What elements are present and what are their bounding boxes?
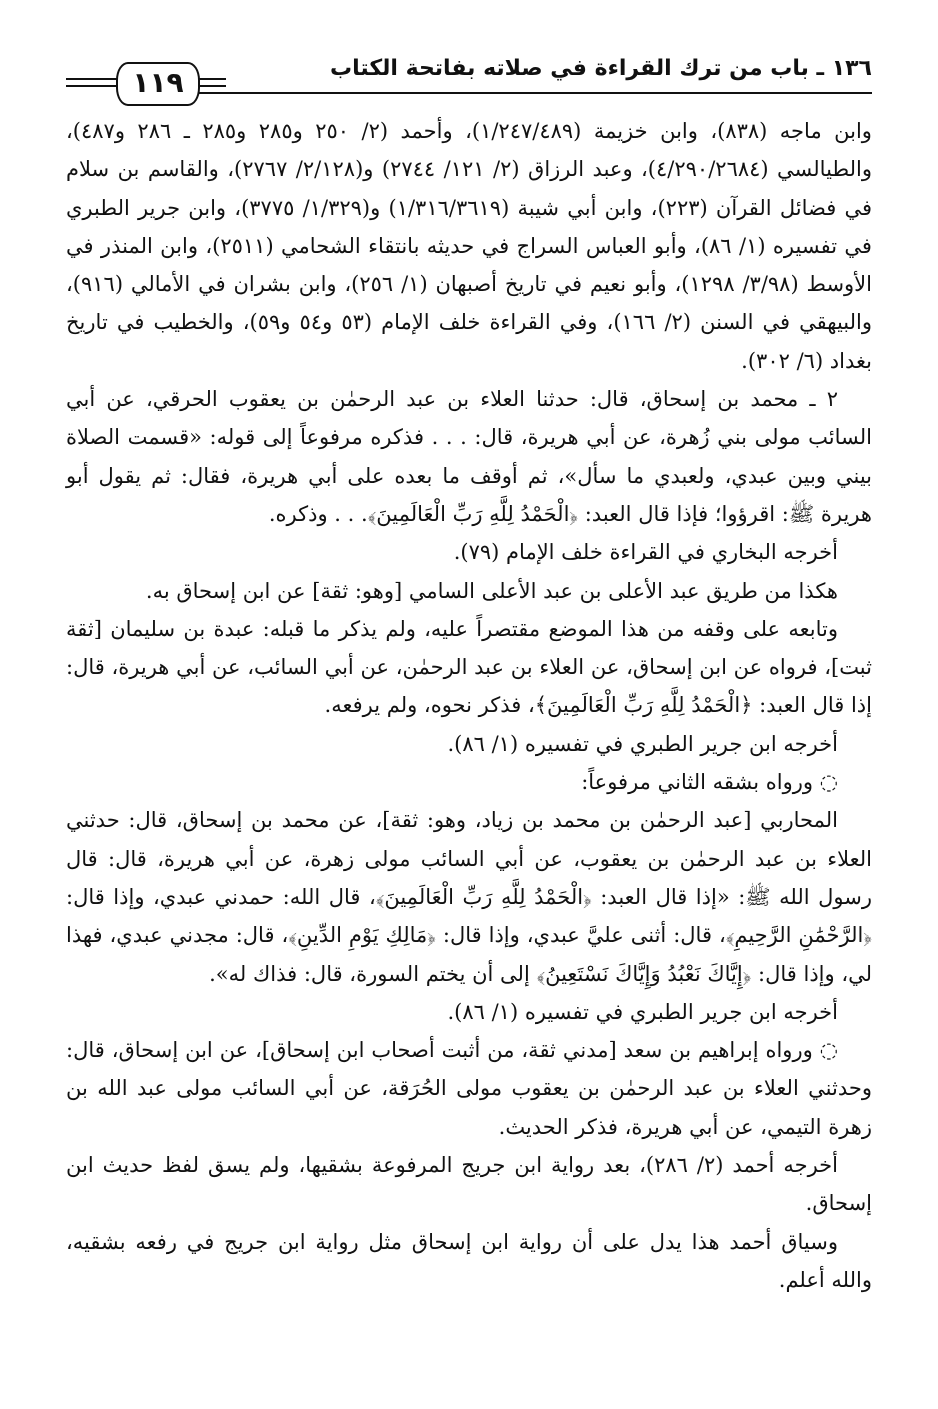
running-title: ١٣٦ ـ باب من ترك القراءة في صلاته بفاتحة الكتاب (330, 56, 872, 81)
paragraph-takhrij-tabari-2: أخرجه ابن جرير الطبري في تفسيره (١/ ٨٦). (447, 999, 838, 1024)
paragraph-hadith-2: ٢ ـ محمد بن إسحاق، قال: حدثنا العلاء بن عبد الرحمٰن بن يعقوب الحرقي، عن أبي السائب مولى بني زُهرة، عن أبي هريرة، قال: . . . فذكره مرفوعاً إلى قوله: «قسمت الصلاة بيني وبين عبدي، ولعبدي ما سأل»، ثم أوقف ما بعده على أبي هريرة، فقال: ثم يقول أبو هريرة ﷺ: اقرؤوا؛ فإذا قال العبد: ﴿الْحَمْدُ لِلَّهِ رَبِّ الْعَالَمِينَ﴾. . . وذكره. (66, 387, 872, 526)
book-page (66, 40, 872, 1369)
paragraph-takhrij-ahmad: أخرجه أحمد (٢/ ٢٨٦)، بعد رواية ابن جريج المرفوعة بشقيها، ولم يسق لفظ حديث ابن إسحاق. (66, 1153, 872, 1216)
paragraph-ibrahim-bin-saad: ◌ ورواه إبراهيم بن سعد [مدني ثقة، من أثبت أصحاب ابن إسحاق]، عن ابن إسحاق، قال: وحدثني العلاء بن عبد الرحمٰن بن يعقوب مولى الحُرَقة، عن أبي السائب مولى عبد الله بن زهرة التيمي، عن أبي هريرة، فذكر الحديث. (66, 1038, 872, 1139)
paragraph-conclusion: وسياق أحمد هذا يدل على أن رواية ابن إسحاق مثل رواية ابن جريج في رفعه بشقيه، والله أعلم. (66, 1229, 872, 1292)
body-text (66, 112, 872, 1299)
paragraph-second-part-heading: ◌ ورواه بشقه الثاني مرفوعاً: (581, 770, 838, 795)
paragraph-abd-al-ala: هكذا من طريق عبد الأعلى بن عبد الأعلى السامي [وهو: ثقة] عن ابن إسحاق به. (145, 578, 838, 603)
paragraph-sources: وابن ماجه (٨٣٨)، وابن خزيمة (١/٢٤٧/٤٨٩)، وأحمد (٢/ ٢٥٠ و٢٨٥ و٢٨٥ ـ ٢٨٦ و٤٨٧)، والطيالسي (٤/٢٩٠/٢٦٨٤)، وعبد الرزاق (٢/ ١٢١/ ٢٧٤٤) و(٢/١٢٨/ ٢٧٦٧)، والقاسم بن سلام في فضائل القرآن (٢٢٣)، وابن أبي شيبة (١/٣١٦/٣٦١٩) و(١/٣٢٩/ ٣٧٧٥)، وابن جرير الطبري في تفسيره (١/ ٨٦)، وأبو العباس السراج في حديثه بانتقاء الشحامي (٢٥١١)، وابن المنذر في الأوسط (٣/٩٨/ ١٢٩٨)، وأبو نعيم في تاريخ أصبهان (١/ ٢٥٦)، وابن بشران في الأمالي (٩١٦)، والبيهقي في السنن (٢/ ١٦٦)، وفي القراءة خلف الإمام (٥٣ و٥٤ و٥٩)، والخطيب في تاريخ بغداد (٦/ ٣٠٢). (66, 119, 873, 373)
paragraph-muharibi: المحاربي [عبد الرحمٰن بن محمد بن زياد، وهو: ثقة]، عن محمد بن إسحاق، قال: حدثني العلاء بن عبد الرحمٰن بن يعقوب، عن أبي السائب مولى زهرة، عن أبي هريرة، قال: قال رسول الله ﷺ: «إذا قال العبد: ﴿الْحَمْدُ لِلَّهِ رَبِّ الْعَالَمِينَ﴾، قال الله: حمدني عبدي، وإذا قال: ﴿الرَّحْمَٰنِ الرَّحِيمِ﴾، قال: أثنى عليَّ عبدي، وإذا قال: ﴿مَالِكِ يَوْمِ الدِّينِ﴾، قال: مجدني عبدي، فهذا لي، وإذا قال: ﴿إِيَّاكَ نَعْبُدُ وَإِيَّاكَ نَسْتَعِينُ﴾ إلى أن يختم السورة، قال: فذاك له». (66, 808, 872, 986)
paragraph-takhrij-tabari-1: أخرجه ابن جرير الطبري في تفسيره (١/ ٨٦). (447, 731, 838, 756)
page-number-ornament (66, 62, 226, 106)
paragraph-abda: وتابعه على وقفه من هذا الموضع مقتصراً عليه، ولم يذكر ما قبله: عبدة بن سليمان [ثقة ثبت]، فرواه عن ابن إسحاق، عن العلاء بن عبد الرحمٰن، عن أبي السائب، عن أبي هريرة، قال: إذا قال العبد: ﴿الْحَمْدُ لِلَّهِ رَبِّ الْعَالَمِينَ﴾، فذكر نحوه، ولم يرفعه. (66, 616, 872, 718)
paragraph-takhrij-bukhari: أخرجه البخاري في القراءة خلف الإمام (٧٩). (453, 540, 838, 565)
page-header (66, 40, 872, 104)
header-rule (196, 92, 872, 94)
page-number: ١١٩ (116, 62, 200, 106)
